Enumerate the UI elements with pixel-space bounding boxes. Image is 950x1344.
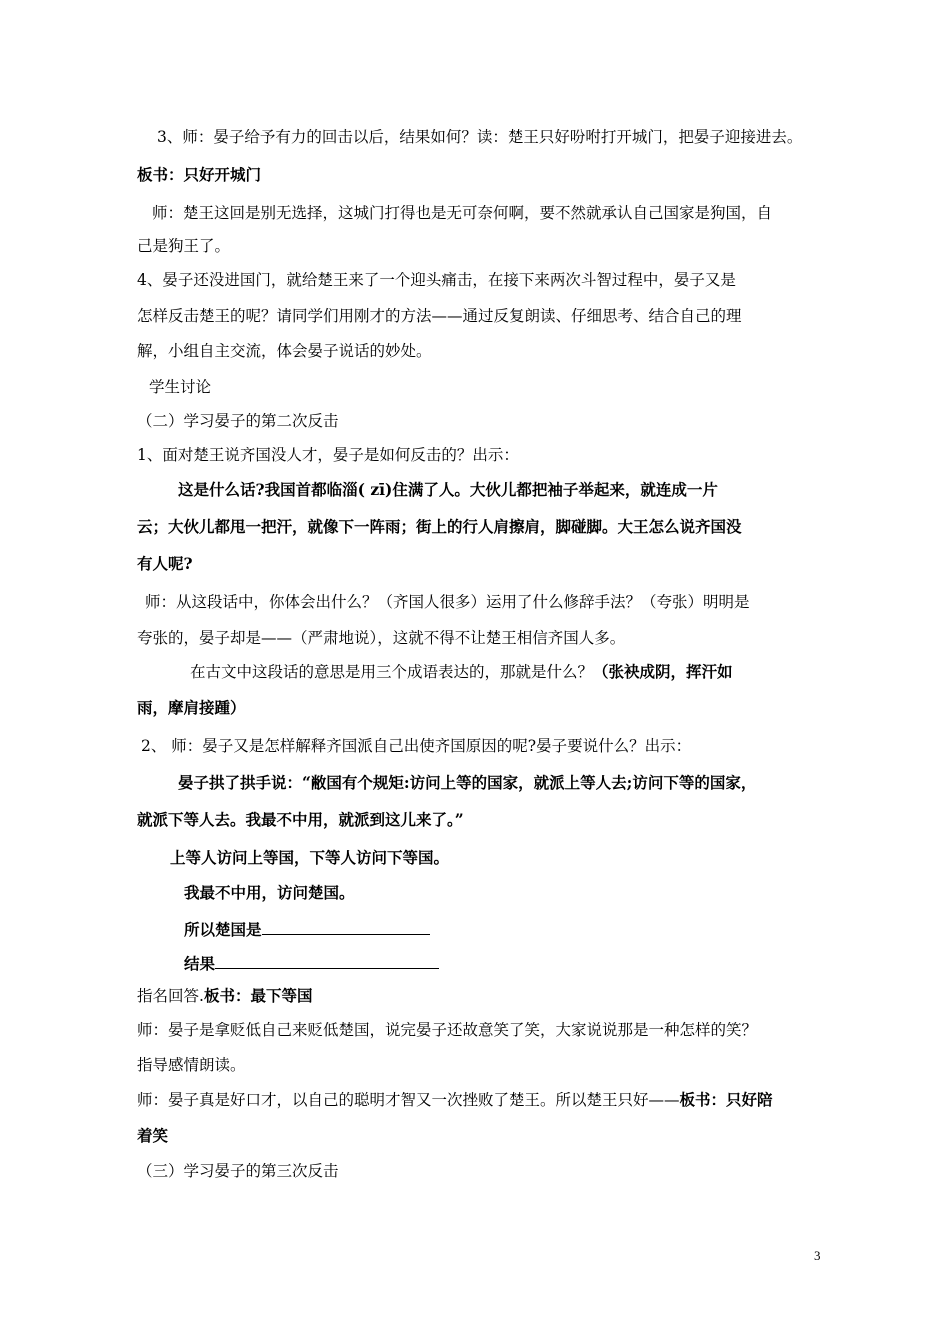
idiom-question-line1 xyxy=(190,662,733,682)
section-heading-third: （三）学习晏子的第三次反击 xyxy=(137,1162,339,1180)
idiom-question-text: 在古文中这段话的意思是用三个成语表达的，那就是什么？ xyxy=(190,663,594,681)
paragraph-question4-line2: 怎样反击楚王的呢？请同学们用刚才的方法——通过反复朗读、仔细思考、结合自己的理 xyxy=(137,307,742,325)
quote-rule-line2: 就派下等人去。我最不中用，就派到这儿来了。” xyxy=(137,810,464,829)
quote-yanzi-line3: 有人呢? xyxy=(137,554,193,573)
quote-yanzi-line1: 这是什么话?我国首都临淄( zī)住满了人。大伙儿都把袖子举起来，就连成一片 xyxy=(178,480,718,499)
teacher-summary-line1 xyxy=(137,1090,773,1110)
quote-yanzi-line2: 云；大伙儿都甩一把汗，就像下一阵雨；街上的行人肩擦肩，脚碰脚。大王怎么说齐国没 xyxy=(137,517,742,536)
quote-rule-line1: 晏子拱了拱手说：“敝国有个规矩:访问上等的国家，就派上等人去;访问下等的国家， xyxy=(178,773,757,792)
paragraph-result: 3、师：晏子给予有力的回击以后，结果如何？读：楚王只好吩咐打开城门，把晏子迎接进去。 xyxy=(157,128,803,146)
idiom-answer-part2: 雨，摩肩接踵） xyxy=(137,698,246,717)
logic-label-chu: 所以楚国是 xyxy=(184,920,262,939)
logic-statement-4 xyxy=(184,951,439,974)
teacher-summary-text: 师：晏子真是好口才，以自己的聪明才智又一次挫败了楚王。所以楚王只好—— xyxy=(137,1091,680,1109)
reading-guidance: 指导感情朗读。 xyxy=(137,1056,246,1074)
teacher-laugh-question: 师：晏子是拿贬低自己来贬低楚国，说完晏子还故意笑了笑，大家说说那是一种怎样的笑？ xyxy=(137,1021,758,1039)
fill-blank-result xyxy=(215,951,439,969)
teacher-analysis-line1: 师：从这段话中，你体会出什么？（齐国人很多）运用了什么修辞手法？（夸张）明明是 xyxy=(145,593,750,611)
logic-statement-2: 我最不中用，访问楚国。 xyxy=(184,883,355,902)
board-note-lowest: 板书：最下等国 xyxy=(203,986,313,1005)
question-2: 2、 师：晏子又是怎样解释齐国派自己出使齐国原因的呢?晏子要说什么？出示： xyxy=(141,737,692,755)
logic-statement-1: 上等人访问上等国，下等人访问下等国。 xyxy=(170,848,450,867)
fill-blank-chu xyxy=(262,917,430,935)
paragraph-question4-line1: 4、晏子还没进国门，就给楚王来了一个迎头痛击，在接下来两次斗智过程中，晏子又是 xyxy=(137,271,736,289)
logic-label-result: 结果 xyxy=(184,954,216,973)
paragraph-teacher-gate-line1: 师：楚王这回是别无选择，这城门打得也是无可奈何啊，要不然就承认自己国家是狗国，自 xyxy=(152,204,773,222)
paragraph-teacher-gate-line2: 己是狗王了。 xyxy=(137,237,231,255)
board-note-laugh-part1: 板书：只好陪 xyxy=(679,1090,773,1109)
student-discussion: 学生讨论 xyxy=(149,378,212,396)
paragraph-question4-line3: 解，小组自主交流，体会晏子说话的妙处。 xyxy=(137,342,432,360)
board-note-open-gate: 板书：只好开城门 xyxy=(137,165,262,184)
idiom-answer-part1: （张袂成阴，挥汗如 xyxy=(593,662,733,681)
answer-line xyxy=(137,986,312,1006)
answer-label: 指名回答. xyxy=(137,987,204,1005)
board-note-laugh-part2: 着笑 xyxy=(137,1126,169,1145)
section-heading-second: （二）学习晏子的第二次反击 xyxy=(137,412,339,430)
logic-statement-3 xyxy=(184,917,430,940)
page-number: 3 xyxy=(814,1248,821,1263)
question-1: 1、面对楚王说齐国没人才，晏子是如何反击的？出示： xyxy=(137,446,519,464)
teacher-analysis-line2: 夸张的，晏子却是——（严肃地说），这就不得不让楚王相信齐国人多。 xyxy=(137,629,626,647)
